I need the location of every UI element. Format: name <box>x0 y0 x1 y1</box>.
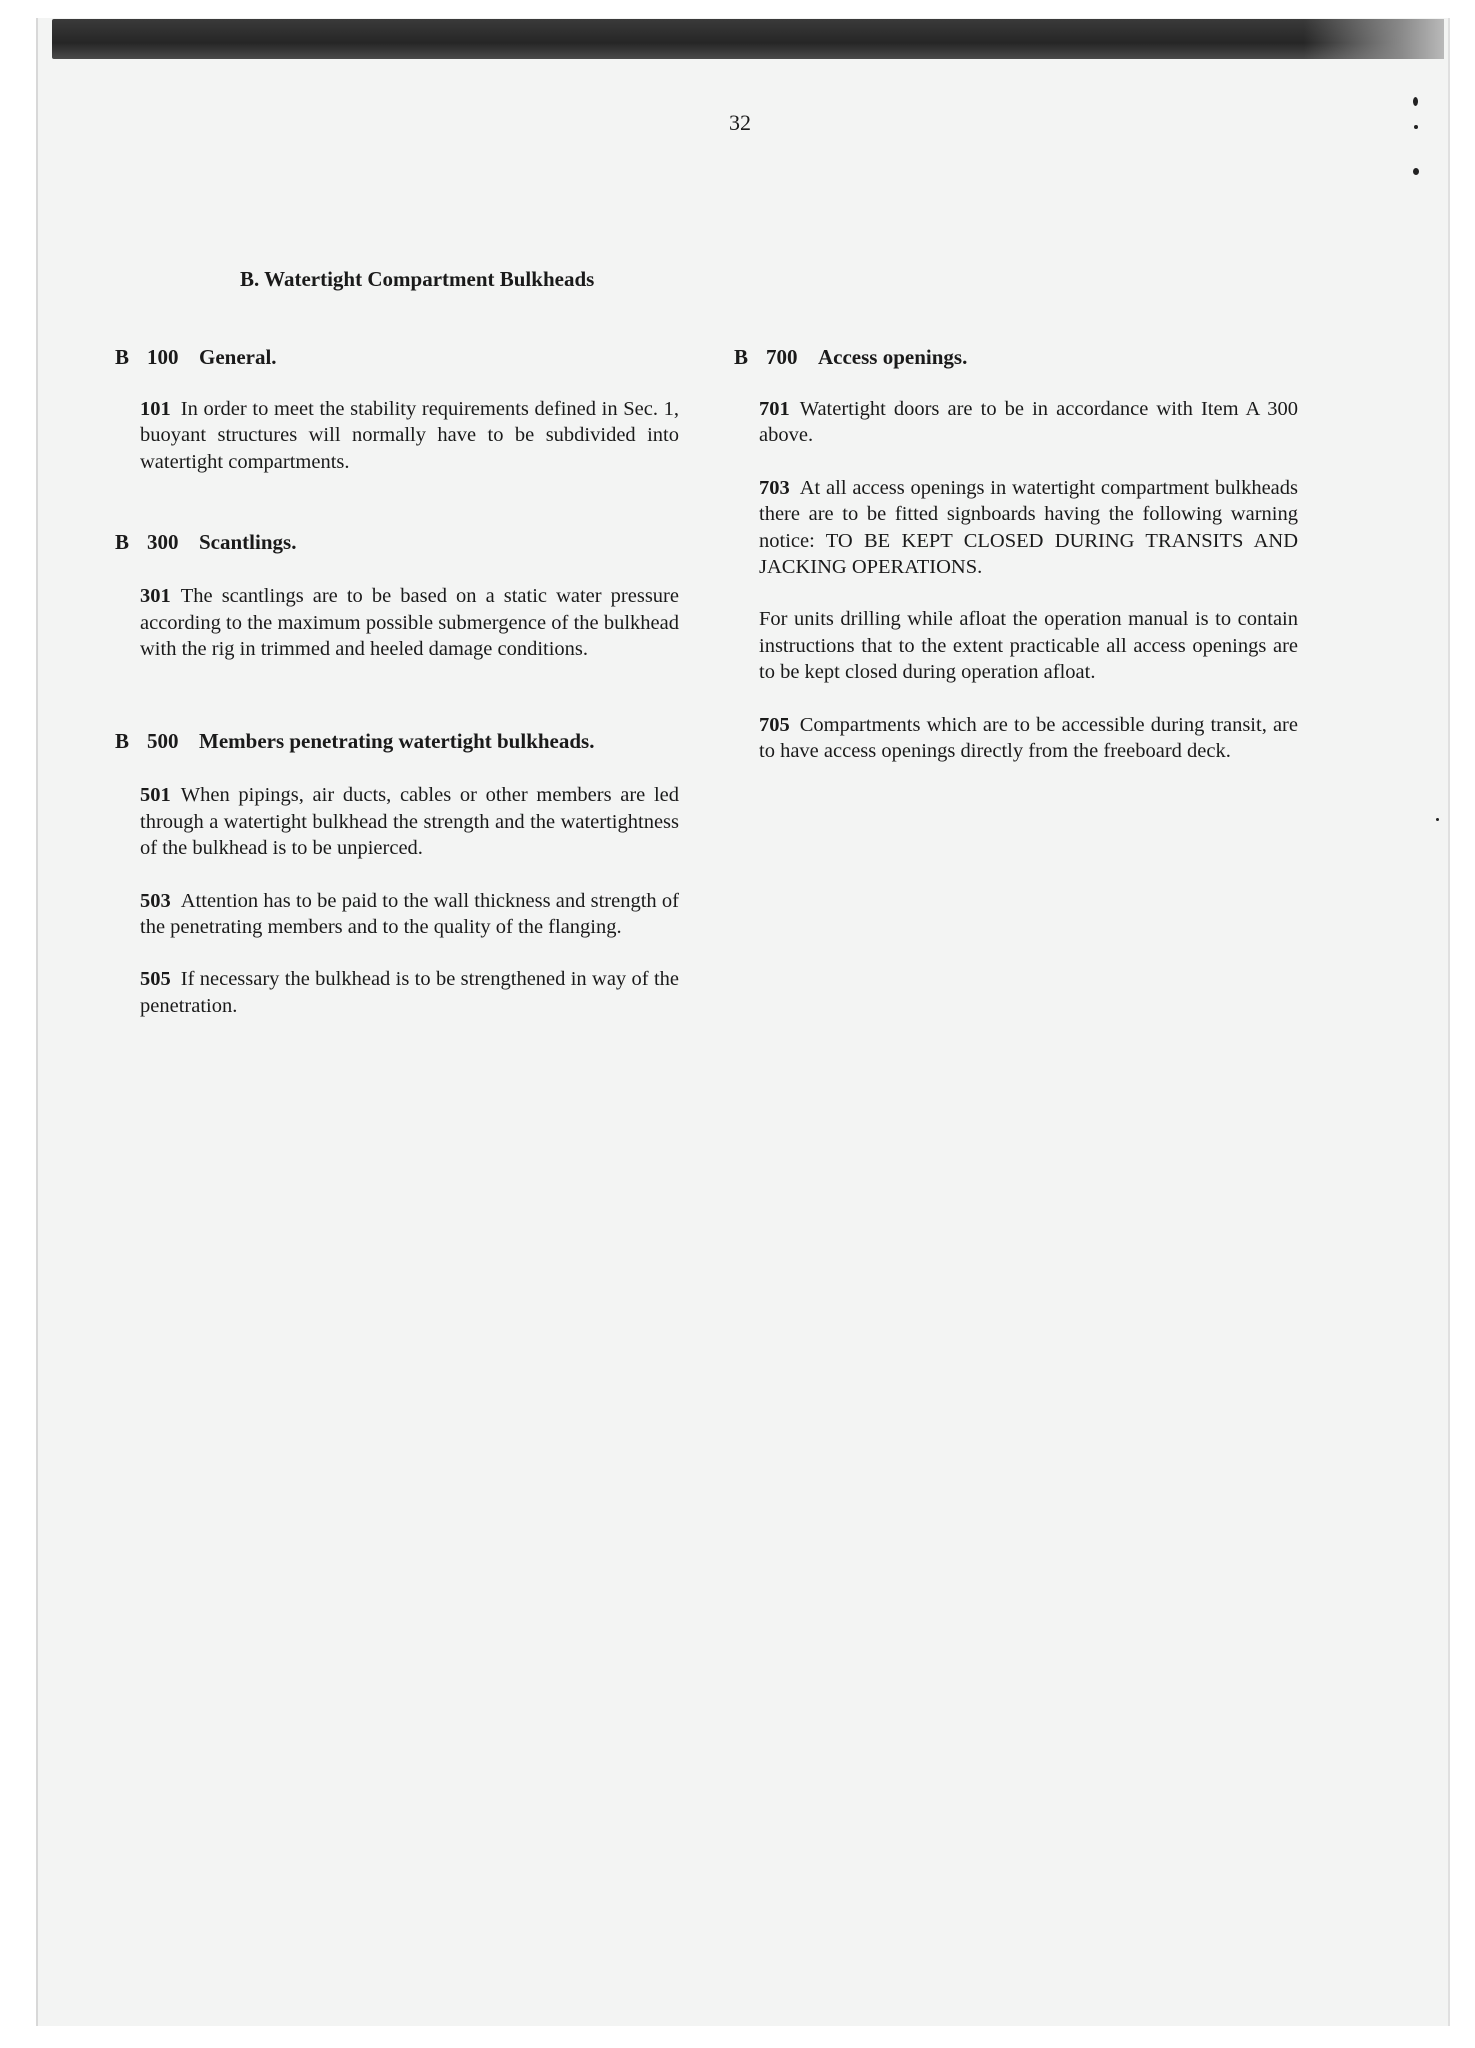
heading-number: 100 <box>147 345 179 369</box>
scan-speck <box>1414 125 1418 129</box>
paragraph-number: 703 <box>759 476 790 499</box>
heading-b100 <box>115 344 679 370</box>
heading-letter: B <box>115 530 130 555</box>
paragraph-text: If necessary the bulkhead is to be strengthened in way of the penetration. <box>140 968 679 1017</box>
heading-b500 <box>115 728 679 754</box>
paper-sheet <box>36 18 1450 2026</box>
page-number: 32 <box>729 110 751 135</box>
heading-title: Access openings. <box>818 345 968 369</box>
section-title: B. Watertight Compartment Bulkheads <box>240 267 595 291</box>
paragraph-703 <box>759 475 1298 581</box>
left-column <box>115 344 679 1019</box>
heading-title: Scantlings. <box>199 530 297 555</box>
paragraph-number: 101 <box>140 398 171 420</box>
heading-letter: B <box>115 729 130 754</box>
right-column <box>734 344 1298 764</box>
paragraph-505 <box>140 966 679 1019</box>
paragraph-text: For units drilling while afloat the operation manual is to contain instructions that to the extent practicable all access openings are to be kept closed during operation afloat. <box>759 608 1298 684</box>
paragraph-703-continuation <box>759 606 1298 685</box>
heading-title: General. <box>199 345 277 369</box>
paragraph-text: Attention has to be paid to the wall thickness and strength of the penetrating members and to the quality of the flanging. <box>140 889 679 939</box>
paragraph-text: When pipings, air ducts, cables or other members are led through a watertight bulkhead the strength and the watertightness of the bulkhead is to be unpierced. <box>140 784 679 860</box>
paragraph-301 <box>140 583 679 662</box>
paragraph-text: Watertight doors are to be in accordance with Item A 300 above. <box>759 398 1298 447</box>
paragraph-101 <box>140 396 679 475</box>
paragraph-number: 501 <box>140 784 171 807</box>
heading-number: 300 <box>147 530 179 555</box>
heading-b300 <box>115 529 679 555</box>
heading-letter: B <box>115 345 130 369</box>
paragraph-number: 701 <box>759 398 790 420</box>
paragraph-text: Compartments which are to be accessible during transit, are to have access openings directly from the freeboard deck. <box>759 713 1298 763</box>
scan-speck <box>1436 818 1439 821</box>
paragraph-number: 503 <box>140 889 171 912</box>
heading-number: 700 <box>766 345 798 369</box>
paragraph-number: 505 <box>140 968 171 991</box>
scan-top-edge-bar <box>52 19 1444 59</box>
heading-letter: B <box>734 345 749 369</box>
paragraph-number: 705 <box>759 713 790 736</box>
paragraph-701 <box>759 396 1298 449</box>
paragraph-705 <box>759 712 1298 765</box>
paragraph-501 <box>140 782 679 861</box>
scan-speck <box>1413 168 1419 175</box>
paragraph-text: In order to meet the stability requirements defined in Sec. 1, buoyant structures will normally have to be subdivided into watertight compartments. <box>140 398 679 473</box>
paragraph-text: The scantlings are to be based on a static water pressure according to the maximum possible submergence of the bulkhead with the rig in trimmed and heeled damage conditions. <box>140 585 679 661</box>
heading-number: 500 <box>147 729 179 754</box>
heading-title: Members penetrating watertight bulkheads. <box>199 729 595 754</box>
paragraph-number: 301 <box>140 585 171 608</box>
scan-speck <box>1413 97 1418 106</box>
paragraph-text: At all access openings in watertight compartment bulkheads there are to be fitted signboards having the following warning notice: TO BE KEPT CLOSED DURING TRANSITS AND JACKING OPERATIONS. <box>759 476 1298 579</box>
paragraph-503 <box>140 888 679 941</box>
scan-edge-fade <box>1304 19 1444 59</box>
heading-b700 <box>734 344 1298 370</box>
